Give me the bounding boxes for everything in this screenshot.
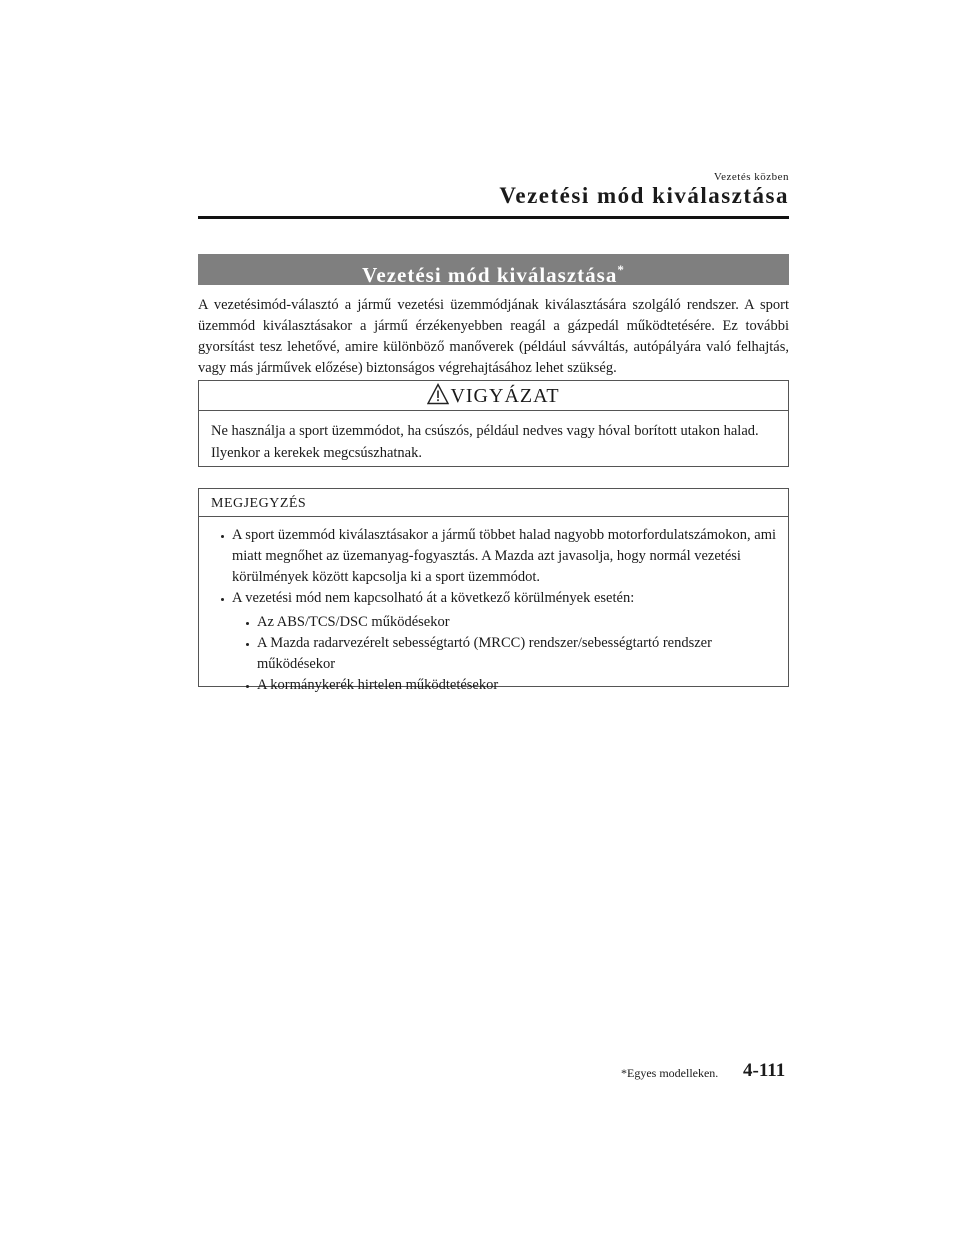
warning-header bbox=[199, 381, 788, 411]
note-box bbox=[198, 488, 789, 693]
note-sub-item: Az ABS/TCS/DSC működésekor bbox=[246, 612, 788, 633]
note-item bbox=[221, 588, 788, 696]
note-list bbox=[199, 517, 788, 696]
note-item-text: A vezetési mód nem kapcsolható át a következő körülmények esetén: bbox=[232, 590, 635, 606]
header-rule bbox=[198, 216, 789, 219]
warning-title: VIGYÁZAT bbox=[450, 385, 560, 407]
section-title-bar bbox=[198, 254, 789, 285]
note-sub-item: A kormánykerék hirtelen működtetésekor bbox=[246, 675, 788, 696]
warning-box bbox=[198, 380, 789, 467]
note-sub-item: A Mazda radarvezérelt sebességtartó (MRCC) rendszer/sebességtartó rendszer működésekor bbox=[246, 633, 788, 675]
note-header: MEGJEGYZÉS bbox=[199, 489, 788, 517]
header-section-label: Vezetés közben bbox=[713, 171, 789, 183]
warning-triangle-icon bbox=[427, 383, 449, 405]
section-title: Vezetési mód kiválasztása bbox=[362, 263, 618, 287]
optional-equipment-asterisk: * bbox=[617, 262, 625, 277]
page-number: 4-111 bbox=[743, 1060, 786, 1081]
intro-paragraph: A vezetésimód-választó a jármű vezetési üzemmódjának kiválasztására szolgáló rendszer. A sport üzemmód kiválasztásakor a jármű érzékenyebben reagál a gázpedál működtetésére. Ez további gyorsítást tesz lehetővé, amire különböző manőverek (például sávváltás, autópályára való felhajtás, vagy más járművek előzése) biztonságos végrehajtásához lehet szükség. bbox=[198, 297, 789, 376]
warning-text: Ne használja a sport üzemmódot, ha csúszós, például nedves vagy hóval borított utakon halad. Ilyenkor a kerekek megcsúszhatnak. bbox=[211, 423, 759, 461]
footer-note: *Egyes modelleken. bbox=[621, 1066, 719, 1080]
note-item: A sport üzemmód kiválasztásakor a jármű többet halad nagyobb motorfordulatszámokon, ami miatt megnőhet az üzemanyag-fogyasztás. A Mazda azt javasolja, hogy normál vezetési körülmények között kapcsolja ki a sport üzemmódot. bbox=[221, 525, 788, 588]
header-page-title: Vezetési mód kiválasztása bbox=[499, 183, 789, 208]
note-sub-list bbox=[232, 609, 788, 696]
